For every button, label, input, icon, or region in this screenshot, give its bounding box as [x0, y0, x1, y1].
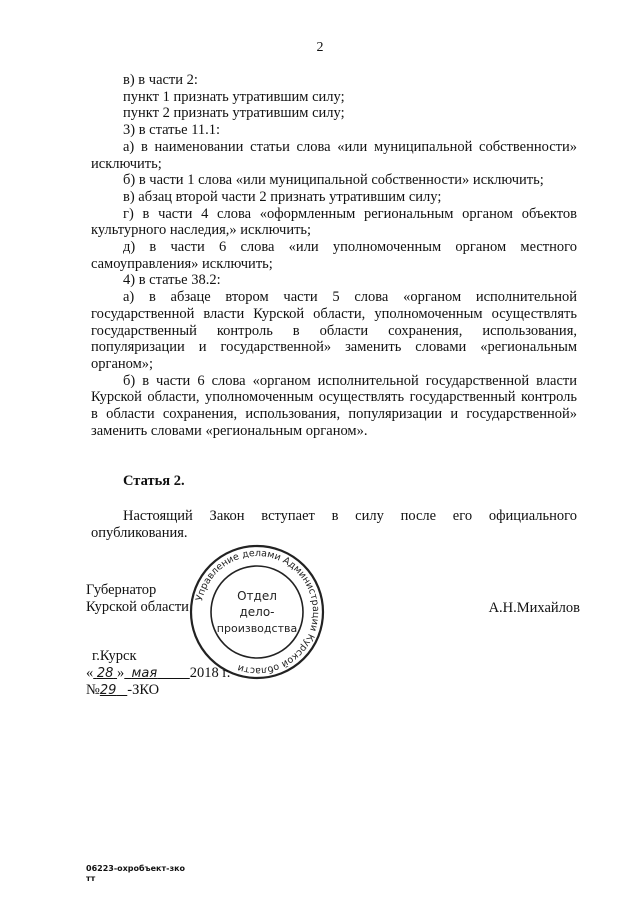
date-year: 2018 г.: [189, 665, 231, 681]
body-paragraph: 4) в статье 38.2:: [123, 272, 221, 289]
signatory-title: [86, 582, 189, 616]
body-paragraph: а) в наименовании статьи слова «или муниципальной собственности» исключить;: [91, 138, 577, 172]
date-month: мая: [131, 666, 158, 681]
stamp-center-line: производства: [216, 622, 298, 635]
body-paragraph: г) в части 4 слова «оформленным региональным органом объектов культурного наследия,» исключить;: [91, 205, 577, 239]
number-prefix: №: [86, 682, 100, 698]
body-paragraph: 3) в статье 11.1:: [123, 122, 221, 139]
article-heading: Статья 2.: [123, 473, 185, 489]
law-number-line: [86, 682, 230, 699]
footer-line: тт: [86, 874, 96, 883]
stamp-center-line: дело-: [239, 605, 275, 619]
stamp-ring-text: Управление делами Администрации Курской области: [194, 547, 322, 677]
signatory-title-line: Курской области: [86, 599, 189, 615]
body-paragraph: а) в абзаце втором части 5 слова «органом исполнительной государственной власти Курской области, уполномоченным осуществлять государственный контроль в области сохранения, использования, популяризации и государственной» заменить словами «региональным органом»;: [91, 289, 577, 372]
footer-line: 06223-охробъект-зко: [86, 864, 186, 873]
date-quote-open: «: [86, 665, 94, 681]
date-quote-close: »: [117, 665, 125, 681]
body-paragraph: д) в части 6 слова «или уполномоченным органом местного самоуправления» исключить;: [91, 239, 577, 272]
body-paragraph: пункт 1 признать утратившим силу;: [123, 88, 345, 105]
signatory-title-line: Губернатор: [86, 582, 157, 598]
body-paragraph: в) абзац второй части 2 признать утратившим силу;: [123, 188, 442, 205]
place-and-date: [86, 648, 230, 699]
body-paragraph: пункт 2 признать утратившим силу;: [123, 105, 345, 122]
stamp-center-line: Отдел: [237, 589, 277, 603]
signatory-name: А.Н.Михайлов: [488, 600, 580, 616]
body-paragraph: б) в части 6 слова «органом исполнительной государственной власти Курской области, уполномоченным осуществлять государственный контроль в области сохранения, использования, популяризации и государственной» заменить словами «региональным органом».: [91, 372, 577, 439]
page-number: 2: [316, 40, 324, 55]
date-day: 28: [96, 666, 114, 681]
date-line: [86, 665, 230, 682]
article-text: Настоящий Закон вступает в силу после его официального опубликования.: [91, 508, 577, 541]
body-paragraph: в) в части 2:: [123, 72, 198, 88]
law-number: 29: [99, 683, 117, 698]
document-body: [91, 72, 577, 439]
city: г.Курск: [92, 648, 137, 664]
body-paragraph: б) в части 1 слова «или муниципальной собственности» исключить;: [123, 172, 544, 189]
footer-code: [86, 864, 185, 884]
number-suffix: -ЗКО: [127, 682, 160, 698]
